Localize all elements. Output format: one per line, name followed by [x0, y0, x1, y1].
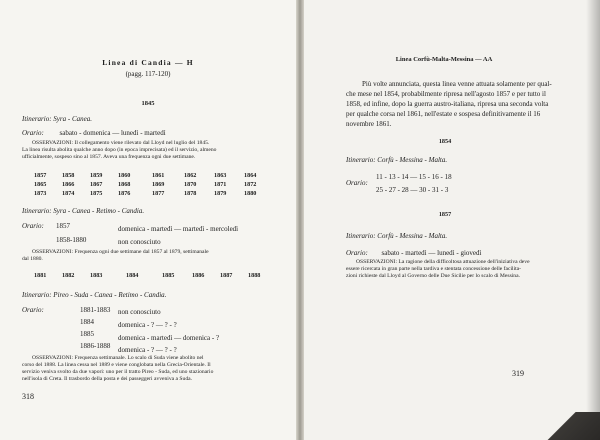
orario-days: non conosciuto [118, 238, 161, 246]
orario-label: Orario: [22, 306, 44, 314]
left-year-1845: 1845 [141, 100, 155, 107]
right-title: Linea Corfù-Malta-Messina — AA [395, 56, 493, 63]
orario-label: Orario: [22, 222, 44, 230]
right-orario-2: sabato - martedì — lunedì - giovedì [381, 249, 482, 257]
orario-year: 1884 [80, 318, 94, 326]
left-page-number: 318 [22, 392, 34, 401]
left-itinerary-1: Itinerario: Syra - Canea. [22, 115, 92, 123]
orario-year: 1885 [80, 330, 94, 338]
left-title: Linea di Candia — H [102, 58, 194, 67]
desk-corner [540, 412, 600, 440]
right-itinerary-1: Itinerario: Corfù - Messina - Malta. [346, 156, 448, 164]
orario-days: domenica - ? — ? - ? [118, 346, 177, 354]
book-gutter [296, 0, 304, 440]
orario-days: domenica - martedì — martedì - mercoledì [118, 225, 239, 233]
orario-year: 1858-1880 [56, 236, 87, 244]
orario-year: 1857 [56, 222, 70, 230]
right-year-1854: 1854 [438, 138, 452, 145]
orario-days: domenica - martedì — domenica - ? [118, 334, 220, 342]
orario-year: 1886-1888 [80, 342, 111, 350]
left-itinerary-3: Itinerario: Pireo - Suda - Canea - Retimo - Candia. [22, 291, 167, 299]
page-edge-shadow [586, 0, 600, 440]
left-orario-1: sabato - domenica — lunedì - martedì [59, 129, 166, 137]
orario-label: Orario: [346, 249, 368, 257]
orario-dates-1: 11 - 13 - 14 — 15 - 16 - 18 [376, 173, 452, 181]
left-pages-ref: (pagg. 117-120) [125, 70, 171, 78]
left-itinerary-2: Itinerario: Syra - Canea - Retimo - Candia. [22, 207, 145, 215]
orario-label: Orario: [346, 179, 368, 187]
orario-label: Orario: [22, 129, 44, 137]
right-page: Linea Corfù-Malta-Messina — AA Più volte annunciata, questa linea venne attuata solamente per qual- che mese nel 1854, probabilmente ripresa nell'agosto 1857 e per tutto il 1858, ed infine, dopo la guerra austro-italiana, ripresa una seconda volta per qualche corsa nel 1861, nell'estate e sospesa definitivamente il 16 novembre 1861. 1854 Itinerario: Corfù - Messina - Malta. Orario: 11 - 13 - 14 — 15 - 16 - 18 25 - 27 - 28 — 30 - 31 - 3 1857 Itinerario: Corfù - Messina - Malta. Orario: sabato - martedì — lunedì - giovedì OSSERVAZIONI: La ragione della difficoltosa attuazione dell'iniziativa deve essere ricercata in gran parte nella tardiva e stentata concessione delle facilita- zioni richieste dal Lloyd al Governo delle Due Sicilie per lo scalo di Messina. 319 [304, 0, 600, 440]
left-page: Linea di Candia — H (pagg. 117-120) 1845 Itinerario: Syra - Canea. Orario: sabato - domenica — lunedì - martedì OSSERVAZIONI: Il collegamento viene rilevato dal Lloyd nel luglio del 1845. La linea risulta abolita qualche anno dopo (in epoca imprecisata) ed il servizio, almeno ufficialmente, sospeso sino al 1857. Aveva una frequenza ogni due settimane. 1857 1858 1859 1860 1861 1862 1863 1864 1865 1866 1867 1868 1869 1870 1871 1872 1873 1874 1875 1876 1877 1878 1879 1880 Itinerario: Syra - Canea - Retimo - Candia. Orario: 1857 domenica - martedì — martedì - mercoledì 1858-1880 non conosciuto OSSERVAZIONI: Frequenza ogni due settimane dal 1857 al 1879, settimanale dal 1880. 1881 1882 1883 1884 1885 1886 1887 1888 Itinerario: Pireo - Suda - Canea - Retimo - Candia. Orario: 1881-1883 non conosciuto 1884 domenica - ? — ? - ? 1885 domenica - martedì — domenica - ? 1886-1888 domenica - ? — ? - ? OSSERVAZIONI: Frequenza settimanale. Lo scalo di Suda viene abolito nel corso del 1888. La linea cessa nel 1889 e viene conglobata nella Grecia-Orientale. Il servizio veniva svolto da due vapori: uno per il tratto Pireo - Suda, ed uno stazionario nell'isola di Creta. Il trasbordo della posta e dei passeggeri avveniva a Suda. 318 [0, 0, 296, 440]
right-itinerary-2: Itinerario: Corfù - Messina - Malta. [346, 232, 448, 240]
orario-dates-2: 25 - 27 - 28 — 30 - 31 - 3 [376, 186, 449, 194]
orario-year: 1881-1883 [80, 306, 111, 314]
orario-days: non conosciuto [118, 308, 161, 316]
right-page-number: 319 [512, 369, 524, 378]
orario-days: domenica - ? — ? - ? [118, 321, 177, 329]
right-year-1857: 1857 [438, 211, 452, 218]
